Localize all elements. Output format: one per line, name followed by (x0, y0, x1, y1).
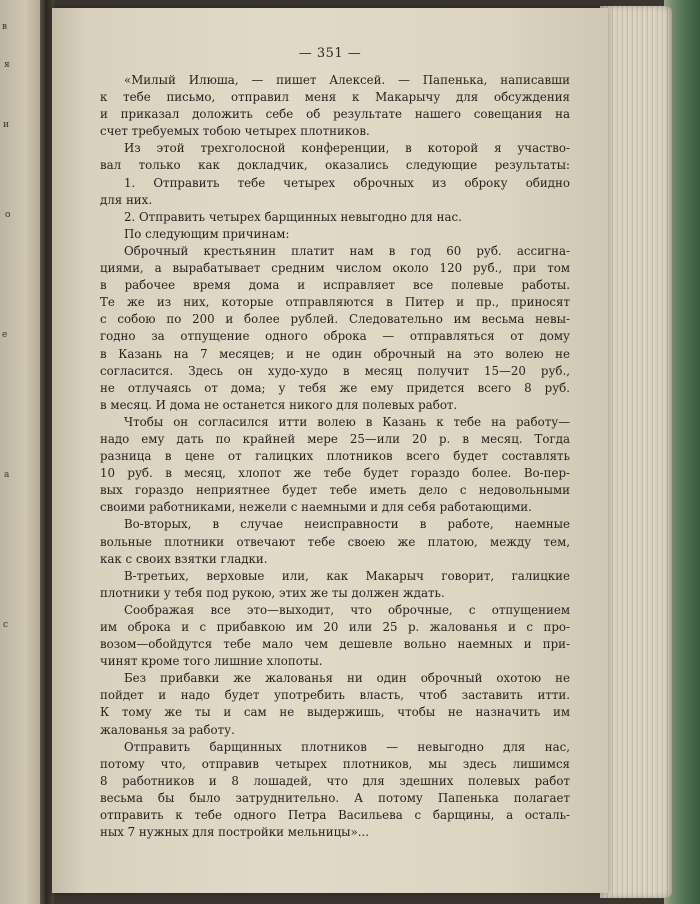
text-line: 2. Отправить четырех барщинных невыгодно для нас. (124, 209, 462, 224)
left-page-fragment: я (4, 60, 10, 70)
text-line: им оброка и с прибавкою им 20 или 25 р. жалованья и с про- (100, 620, 570, 634)
text-line: согласится. Здесь он худо-худо в месяц получит 15—20 руб., (100, 363, 570, 378)
text-line: потому что, отправив четырех плотников, мы здесь лишимся (100, 756, 570, 771)
text-line: как с своих взятки гладки. (100, 551, 268, 566)
text-line: в Казань на 7 месяцев; и не один оброчный на это волею не (100, 346, 570, 361)
text-line: Чтобы он согласился итти волею в Казань к тебе на работу— (124, 414, 570, 429)
page-number: — 351 — (298, 46, 362, 61)
text-line: вал только как докладчик, оказались следующие результаты: (100, 158, 570, 173)
text-line: к тебе письмо, отправил меня к Макарычу для обсуждения (100, 90, 570, 105)
page-body-text (100, 72, 570, 841)
left-page-fragment: с (3, 620, 9, 630)
text-line: разница в цене от галицких плотников всего будет составлять (100, 449, 570, 464)
text-line: Без прибавки же жалованья ни один оброчный охотою не (124, 671, 570, 686)
left-page-fragment: е (2, 330, 8, 340)
text-line: Во-вторых, в случае неисправности в работе, наемные (124, 517, 570, 532)
text-line: не отлучаясь от дома; у тебя же ему придется всего 8 руб. (100, 380, 570, 395)
text-line: пойдет и надо будет употребить власть, чтоб заставить итти. (100, 688, 570, 703)
text-line: плотники у тебя под рукою, этих же ты должен ждать. (100, 585, 445, 600)
text-line: По следующим причинам: (124, 226, 290, 241)
text-line: К тому же ты и сам не выдержишь, чтобы не назначить им (100, 705, 570, 720)
text-line: своими работниками, нежели с наемными и для себя работающими. (100, 500, 532, 515)
text-line: с собою по 200 и более рублей. Следовательно им весьма невы- (100, 312, 570, 327)
text-line: в месяц. И дома не останется никого для полевых работ. (100, 397, 458, 412)
text-line: вольные плотники отвечают тебе своею же платою, между тем, (100, 534, 570, 549)
text-line: надо ему дать по крайней мере 25—или 20 р. в месяц. Тогда (100, 431, 570, 446)
text-line: весьма бы было затруднительно. А потому Папенька полагает (100, 790, 570, 805)
text-line: 10 руб. в месяц, хлопот же тебе будет гораздо более. Во-пер- (100, 466, 570, 481)
text-line: «Милый Илюша, — пишет Алексей. — Папенька, написавши (124, 73, 570, 87)
left-page-fragment: в (2, 22, 8, 32)
text-line: Из этой трехголосной конференции, в которой я участво- (124, 141, 570, 156)
left-page-fragment: о (5, 210, 11, 220)
book-page (52, 8, 608, 893)
text-line: отправить к тебе одного Петра Васильева с барщины, а осталь- (100, 808, 570, 823)
text-line: 1. Отправить тебе четырех оброчных из оброку обидно (124, 175, 570, 190)
text-line: Оброчный крестьянин платит нам в год 60 руб. ассигна- (124, 243, 570, 258)
text-line: Те же из них, которые отправляются в Питер и пр., приносят (100, 295, 570, 310)
left-page-fragment: и (3, 120, 9, 130)
text-line: возом—обойдутся тебе мало чем дешевле вольно наемных и при- (100, 637, 570, 652)
text-line: циями, а вырабатывает средним числом около 120 руб., при том (100, 261, 570, 276)
text-line: счет требуемых тобою четырех плотников. (100, 124, 370, 139)
text-line: Соображая все это—выходит, что оброчные, с отпущением (124, 602, 570, 617)
text-line: вых гораздо неприятнее будет тебе иметь дело с недовольными (100, 483, 570, 498)
text-line: и приказал доложить себе об результате нашего совещания на (100, 107, 570, 122)
text-line: жалованья за работу. (100, 722, 235, 737)
text-line: годно за отпущение одного оброка — отправляться от дому (100, 329, 570, 344)
text-line: для них. (100, 192, 153, 207)
text-line: Отправить барщинных плотников — невыгодно для нас, (124, 739, 570, 754)
text-line: в рабочее время дома и исправляет все полевые работы. (100, 278, 570, 293)
text-line: чинят кроме того лишние хлопоты. (100, 654, 323, 669)
page-stack-edge (600, 6, 672, 898)
text-line: ных 7 нужных для постройки мельницы»... (100, 825, 370, 840)
text-line: 8 работников и 8 лошадей, что для здешних полевых работ (100, 773, 570, 788)
left-page-fragment: а (4, 470, 10, 480)
text-line: В-третьих, верховые или, как Макарыч говорит, галицкие (124, 568, 570, 583)
